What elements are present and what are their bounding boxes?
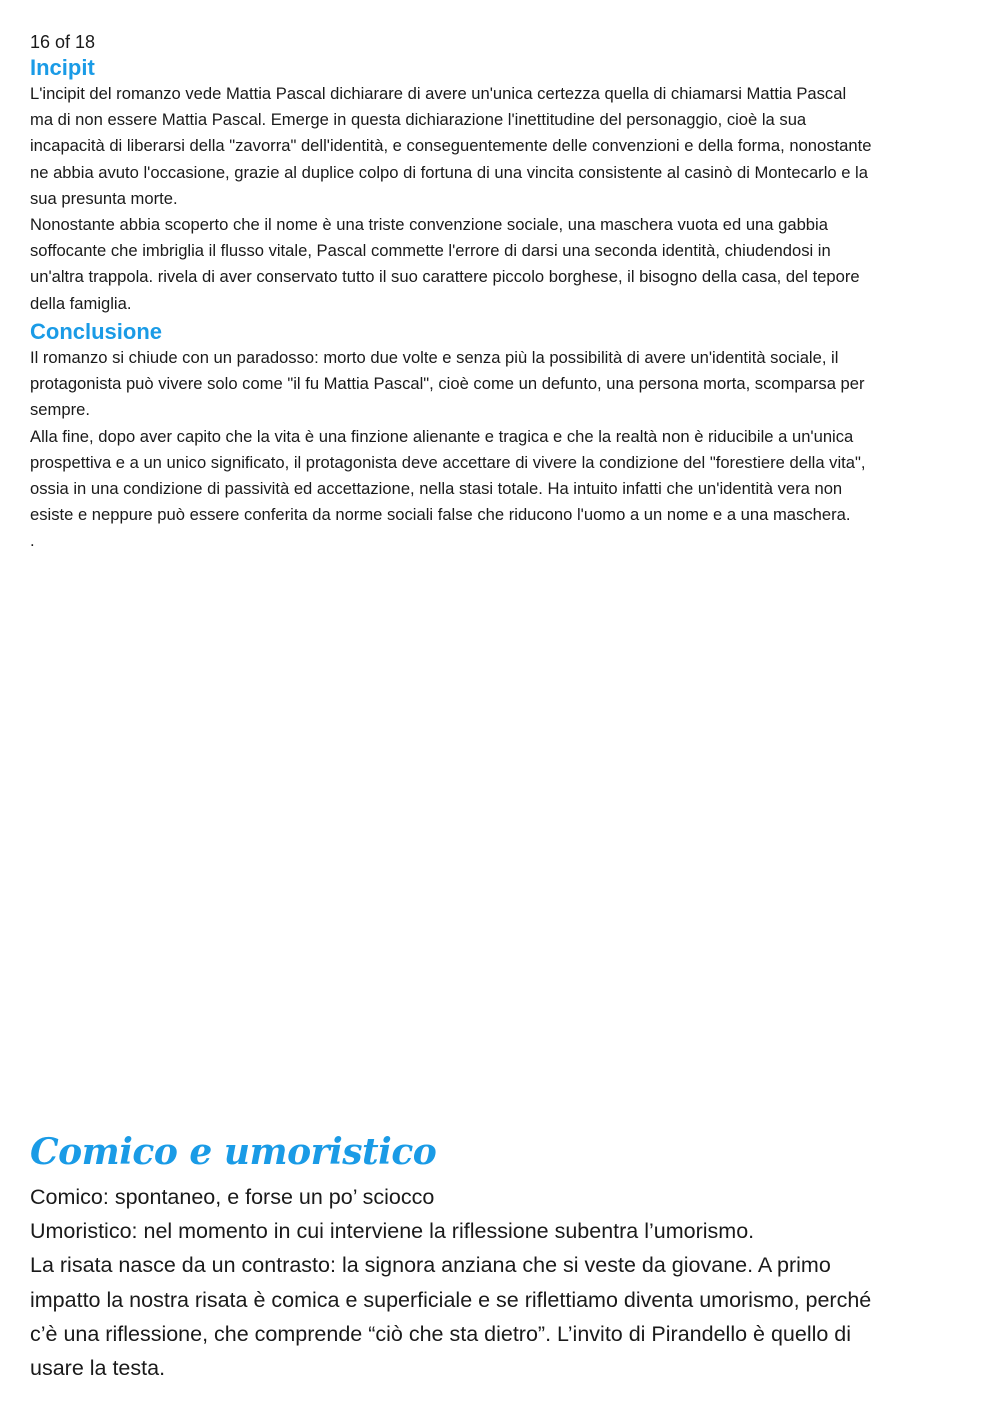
section-comico-umoristico [30,1128,975,1385]
trailing-dot: . [30,531,35,551]
page-counter: 16 of 18 [30,32,96,52]
conclusione-paragraph-2: Alla fine, dopo aver capito che la vita è una finzione alienante e tragica e che la realtà non è riducibile a un'unica prospettiva e a un unico significato, il protagonista deve accettare di vivere la condizione del "forestiere della vita", ossia in una condizione di passività ed accettazione, nella stasi totale. Ha intuito infatti che un'identità vera non esiste e neppure può essere conferita da norme sociali false che riducono l'uomo a un nome e a una maschera. [30,426,866,525]
heading-conclusione: Conclusione [30,319,163,344]
conclusione-paragraph-1: Il romanzo si chiude con un paradosso: morto due volte e senza più la possibilità di avere un'identità sociale, il protagonista può vivere solo come "il fu Mattia Pascal", cioè come un defunto, una persona morta, scomparsa per sempre. [30,348,865,420]
heading-comico-umoristico: Comico e umoristico [30,1131,437,1173]
heading-incipit: Incipit [30,55,95,80]
comico-line-2: Umoristico: nel momento in cui interviene la riflessione subentra l’umorismo. [30,1219,755,1244]
incipit-paragraph-2: Nonostante abbia scoperto che il nome è una triste convenzione sociale, una maschera vuota ed una gabbia soffocante che imbriglia il flusso vitale, Pascal commette l'errore di darsi una seconda identità, chiudendosi in un'altra trappola. rivela di aver conservato tutto il suo carattere piccolo borghese, il bisogno della casa, del tepore della famiglia. [30,215,860,313]
section-conclusione [30,319,975,554]
incipit-paragraph-1: L'incipit del romanzo vede Mattia Pascal dichiarare di avere un'unica certezza quella di chiamarsi Mattia Pascal ma di non essere Mattia Pascal. Emerge in questa dichiarazione l'inettitudine del personaggio, cioè la sua incapacità di liberarsi della "zavorra" dell'identità, e conseguentemente delle convenzioni e della forma, nonostante ne abbia avuto l'occasione, grazie al duplice colpo di fortuna di una vincita consistente al casinò di Montecarlo e la sua presunta morte. [30,84,872,208]
comico-line-1: Comico: spontaneo, e forse un po’ sciocco [30,1185,435,1209]
comico-paragraph-3: La risata nasce da un contrasto: la signora anziana che si veste da giovane. A primo impatto la nostra risata è comica e superficiale e se riflettiamo diventa umorismo, perché c’è una riflessione, che comprende “ciò che sta dietro”. L’invito di Pirandello è quello di usare la testa. [30,1253,872,1381]
section-incipit [30,55,975,317]
